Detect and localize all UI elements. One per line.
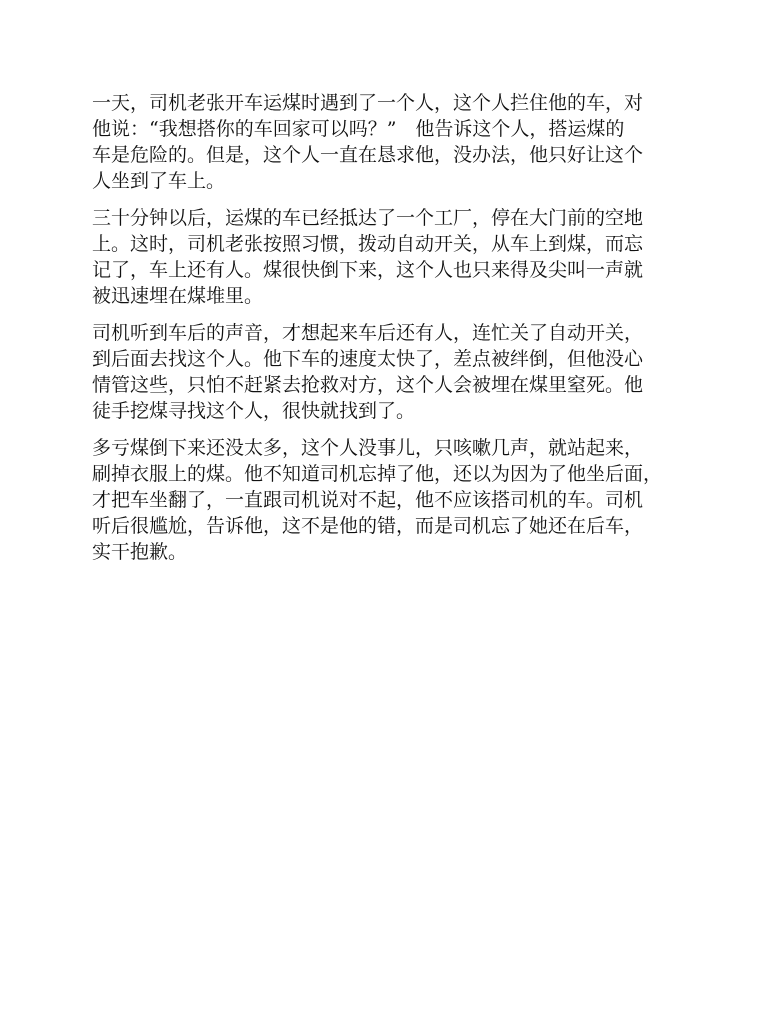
text-line: 他说：“我想搭你的车回家可以吗？” 他告诉这个人，搭运煤的	[92, 118, 625, 140]
paragraph	[92, 205, 692, 309]
document-body	[92, 90, 692, 576]
text-line: 实干抱歉。	[92, 541, 188, 563]
text-line: 被迅速埋在煤堆里。	[92, 285, 264, 307]
text-line: 徒手挖煤寻找这个人，很快就找到了。	[92, 400, 416, 422]
text-line: 多亏煤倒下来还没太多，这个人没事儿，只咳嗽几声，就站起来，	[92, 437, 644, 459]
text-line: 人坐到了车上。	[92, 170, 226, 192]
text-line: 到后面去找这个人。他下车的速度太快了，差点被绊倒，但他没心	[92, 348, 644, 370]
text-line: 司机听到车后的声音，才想起来车后还有人，连忙关了自动开关，	[92, 322, 644, 344]
text-line: 才把车坐翻了，一直跟司机说对不起，他不应该搭司机的车。司机	[92, 489, 644, 511]
text-line: 上。这时，司机老张按照习惯，拨动自动开关，从车上到煤，而忘	[92, 233, 644, 255]
paragraph	[92, 90, 692, 194]
text-line: 记了，车上还有人。煤很快倒下来，这个人也只来得及尖叫一声就	[92, 259, 644, 281]
text-line: 三十分钟以后，运煤的车已经抵达了一个工厂，停在大门前的空地	[92, 207, 644, 229]
paragraph	[92, 320, 692, 424]
text-line: 情管这些，只怕不赶紧去抢救对方，这个人会被埋在煤里窒死。他	[92, 374, 644, 396]
text-line: 听后很尴尬，告诉他，这不是他的错，而是司机忘了她还在后车，	[92, 515, 644, 537]
paragraph	[92, 435, 692, 565]
text-line: 车是危险的。但是，这个人一直在恳求他，没办法，他只好让这个	[92, 144, 644, 166]
text-line: 刷掉衣服上的煤。他不知道司机忘掉了他，还以为因为了他坐后面，	[92, 463, 663, 485]
text-line: 一天，司机老张开车运煤时遇到了一个人，这个人拦住他的车，对	[92, 92, 644, 114]
